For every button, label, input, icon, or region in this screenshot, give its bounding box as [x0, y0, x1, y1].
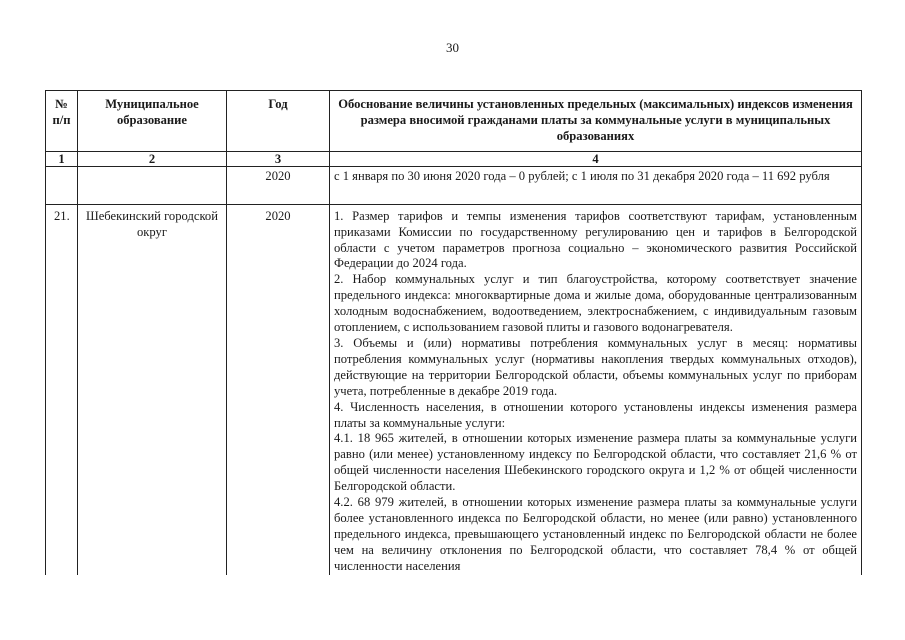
row-number [46, 166, 78, 204]
row-municipality [78, 166, 227, 204]
row-municipality: Шебекинский городской округ [78, 204, 227, 574]
column-number: 1 [46, 151, 78, 166]
table-row-continued [46, 166, 862, 204]
justification-paragraph: 2. Набор коммунальных услуг и тип благоустройства, которому соответствует значение предельного индекса: многоквартирные дома и жилые дома, оборудованные централизованным холодным водоснабжением, водоотведением, электроснабжением, с индивидуальным газовым отоплением, с использованием газовой плиты и газового водонагревателя. [334, 272, 857, 335]
justification-paragraph: 4.1. 18 965 жителей, в отношении которых изменение размера платы за коммунальные услуги равно (или менее) установленному индексу по Белгородской области, что составляет 21,6 % от общей численности населения Шебекинского городского округа и 1,2 % от общей численности Белгородской области. [334, 431, 857, 494]
justification-paragraph: 4. Численность населения, в отношении которого установлены индексы изменения размера платы за коммунальные услуги: [334, 399, 857, 430]
column-number: 2 [78, 151, 227, 166]
page-number: 30 [446, 40, 459, 55]
header-year: Год [227, 91, 330, 152]
justification-paragraph: 4.2. 68 979 жителей, в отношении которых изменение размера платы за коммунальные услуги более установленного индекса по Белгородской области, но менее (или равно) установленного предельного индекса, превышающего установленный индекс по Белгородской области не более чем на величину отклонения по Белгородской области, что составляет 78,4 % от общей численности населения [334, 495, 857, 573]
justification-paragraph: 1. Размер тарифов и темпы изменения тарифов соответствуют тарифам, установленным приказами Комиссии по государственному регулированию цен и тарифов в Белгородской области с учетом параметров прогноза социально – экономического развития Российской Федерации до 2024 года. [334, 208, 857, 271]
table-header-row [46, 91, 862, 152]
row-justification: с 1 января по 30 июня 2020 года – 0 рублей; с 1 июля по 31 декабря 2020 года – 11 692 рубля [330, 166, 862, 204]
row-year: 2020 [227, 166, 330, 204]
justification-paragraph: 3. Объемы и (или) нормативы потребления коммунальных услуг в месяц: нормативы потребления коммунальных услуг (нормативы накопления твердых коммунальных отходов), действующие на территории Белгородской области, объемы коммунальных услуг по приборам учета, потребленные в декабре 2019 года. [334, 335, 857, 398]
column-number-row [46, 151, 862, 166]
row-year: 2020 [227, 204, 330, 574]
row-number: 21. [46, 204, 78, 574]
header-municipality: Муниципальное образование [78, 91, 227, 152]
column-number: 4 [330, 151, 862, 166]
tariff-index-table [45, 90, 862, 575]
table-row-21 [46, 204, 862, 574]
header-justification: Обоснование величины установленных предельных (максимальных) индексов изменения размера вносимой гражданами платы за коммунальные услуги в муниципальных образованиях [330, 91, 862, 152]
column-number: 3 [227, 151, 330, 166]
row-justification [330, 204, 862, 574]
header-number: № п/п [46, 91, 78, 152]
